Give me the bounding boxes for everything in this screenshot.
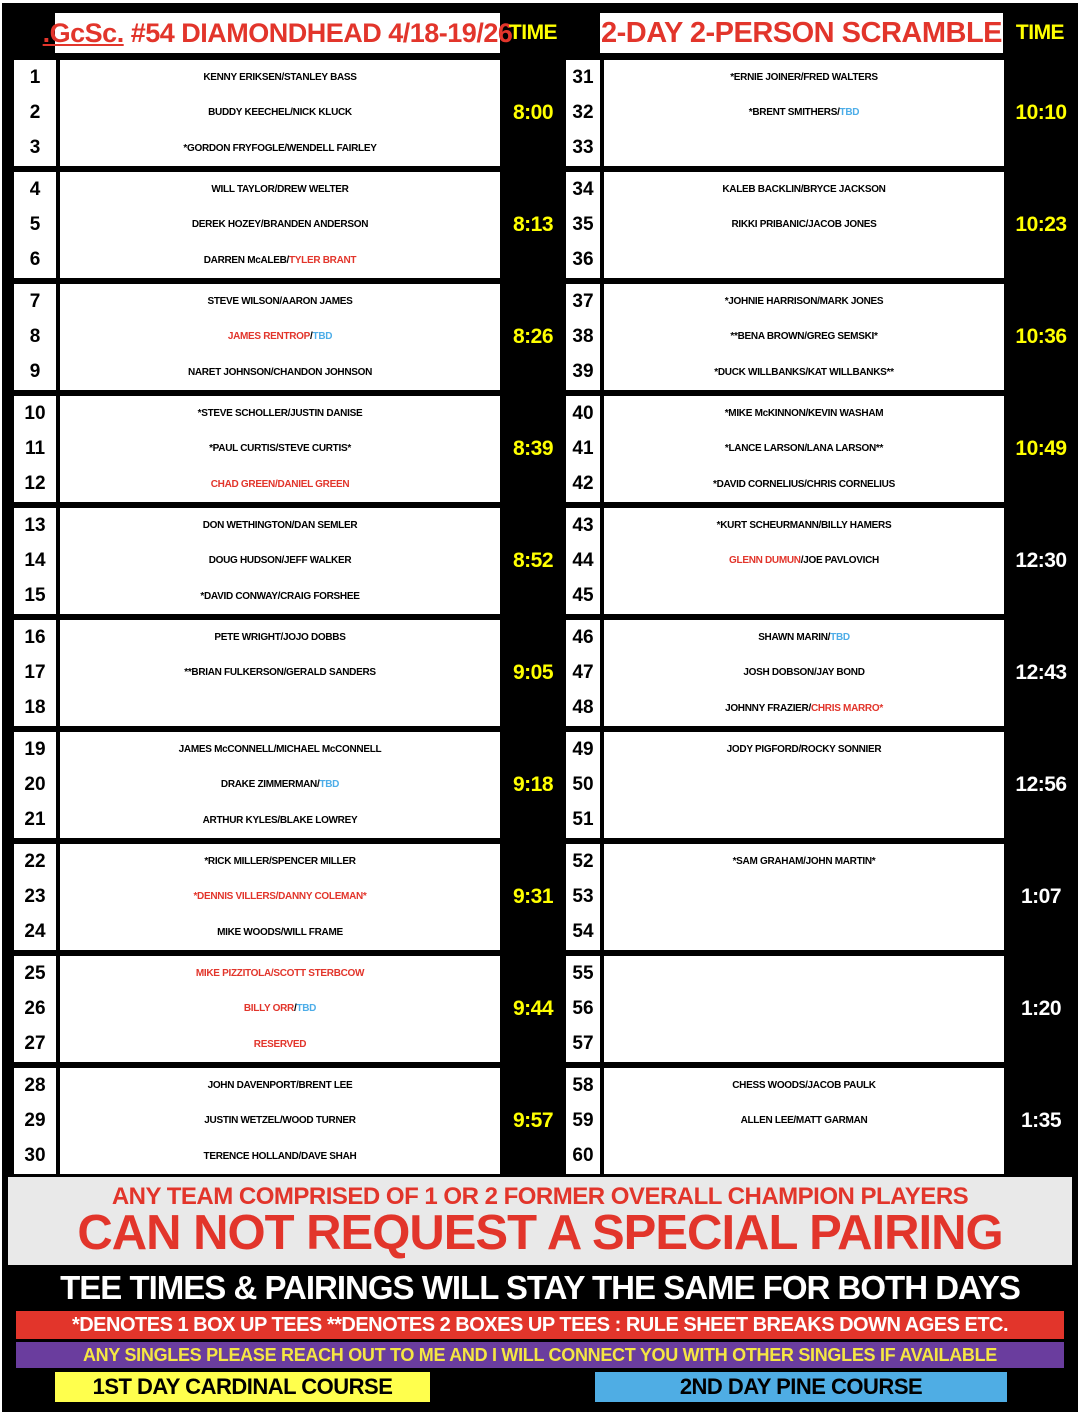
- right-team-cell: [604, 844, 1004, 950]
- slot-number: 13: [24, 514, 46, 536]
- right-slot-numbers: [566, 60, 600, 166]
- tee-time-value: 10:10: [1015, 101, 1067, 124]
- team-name-segment: BILLY ORR: [243, 1003, 294, 1015]
- team-name-segment: KALEB BACKLIN/BRYCE JACKSON: [722, 184, 886, 196]
- day1-course-label: 1ST DAY CARDINAL COURSE: [55, 1372, 430, 1402]
- right-team-cell: [604, 732, 1004, 838]
- team-name-segment: *LANCE LARSON/LANA LARSON**: [724, 443, 884, 455]
- team-row: [60, 844, 500, 879]
- team-name-segment: RESERVED: [253, 1038, 307, 1050]
- team-row: [604, 691, 1004, 726]
- slot-number: 14: [24, 549, 46, 571]
- slot-number: 1: [29, 66, 41, 88]
- team-row: [60, 60, 500, 95]
- team-name-segment: *PAUL CURTIS/STEVE CURTIS*: [209, 443, 351, 455]
- event-title-left: [42, 13, 513, 53]
- team-name-segment: *DAVID CONWAY/CRAIG FORSHEE: [200, 590, 360, 602]
- right-tee-time: [1004, 620, 1078, 726]
- team-name-segment: TBD: [319, 779, 340, 791]
- team-name-segment: PETE WRIGHT/JOJO DOBBS: [214, 632, 346, 644]
- tee-time-group: [2, 1068, 1078, 1180]
- team-row: [604, 431, 1004, 466]
- tee-time-value: 12:56: [1015, 773, 1067, 796]
- tee-time-group: [2, 844, 1078, 956]
- right-slot-numbers: [566, 284, 600, 390]
- tee-time-value: 9:57: [512, 1109, 554, 1132]
- team-row: [60, 691, 500, 726]
- right-tee-time: [1004, 172, 1078, 278]
- left-tee-time: [500, 732, 566, 838]
- team-row: [60, 131, 500, 166]
- slot-number: 47: [572, 661, 594, 683]
- slot-number: 8: [29, 325, 41, 347]
- team-row: [604, 1139, 1004, 1174]
- team-row: [604, 620, 1004, 655]
- slot-number: 18: [24, 697, 46, 719]
- team-row: [604, 956, 1004, 991]
- tee-time-value: 8:52: [512, 549, 554, 572]
- tee-time-group: [2, 732, 1078, 844]
- team-row: [604, 131, 1004, 166]
- team-row: [604, 1068, 1004, 1103]
- right-slot-numbers: [566, 620, 600, 726]
- slot-number: 60: [572, 1145, 594, 1167]
- left-tee-time: [500, 620, 566, 726]
- slot-number: 52: [572, 850, 594, 872]
- left-team-cell: [60, 732, 500, 838]
- team-name-segment: **BENA BROWN/GREG SEMSKI*: [730, 331, 878, 343]
- time-column-header-right: TIME: [1015, 21, 1065, 44]
- slot-number: 21: [24, 809, 46, 831]
- champion-notice-line1: ANY TEAM COMPRISED OF 1 OR 2 FORMER OVERALL CHAMPION PLAYERS: [111, 1182, 969, 1210]
- right-team-cell: [604, 1068, 1004, 1174]
- slot-number: 4: [29, 178, 41, 200]
- left-tee-time: [500, 956, 566, 1062]
- team-row: [604, 1027, 1004, 1062]
- team-row: [60, 467, 500, 502]
- team-row: [60, 1027, 500, 1062]
- slot-number: 15: [24, 585, 46, 607]
- left-slot-numbers: [14, 844, 56, 950]
- slot-number: 54: [572, 921, 594, 943]
- tee-time-group: [2, 284, 1078, 396]
- slot-number: 35: [572, 213, 594, 235]
- tee-time-value: 12:43: [1015, 661, 1067, 684]
- slot-number: 41: [572, 437, 594, 459]
- team-row: [604, 284, 1004, 319]
- tee-time-value: 9:31: [512, 885, 554, 908]
- slot-number: 7: [29, 290, 41, 312]
- team-row: [60, 1103, 500, 1138]
- team-name-segment: TBD: [312, 331, 333, 343]
- team-row: [604, 844, 1004, 879]
- team-row: [60, 956, 500, 991]
- slot-number: 16: [24, 626, 46, 648]
- slot-number: 27: [24, 1033, 46, 1055]
- tee-time-value: 10:49: [1015, 437, 1067, 460]
- slot-number: 40: [572, 402, 594, 424]
- team-row: [60, 243, 500, 278]
- team-name-segment: ARTHUR KYLES/BLAKE LOWREY: [202, 814, 358, 826]
- team-row: [60, 767, 500, 802]
- left-team-cell: [60, 620, 500, 726]
- slot-number: 2: [29, 101, 41, 123]
- team-name-segment: *DAVID CORNELIUS/CHRIS CORNELIUS: [713, 478, 895, 490]
- sheet-header: [2, 10, 1078, 56]
- left-team-cell: [60, 396, 500, 502]
- right-team-cell: [604, 620, 1004, 726]
- team-row: [60, 655, 500, 690]
- slot-number: 17: [24, 661, 46, 683]
- team-name-segment: TBD: [830, 632, 850, 644]
- team-name-segment: STEVE WILSON/AARON JAMES: [207, 296, 353, 308]
- tee-time-value: 8:39: [512, 437, 554, 460]
- right-team-cell: [604, 60, 1004, 166]
- tee-sheet-board: [2, 3, 1078, 1412]
- team-name-segment: DON WETHINGTON/DAN SEMLER: [202, 520, 358, 532]
- team-name-segment: *KURT SCHEURMANN/BILLY HAMERS: [716, 520, 892, 532]
- team-row: [60, 1139, 500, 1174]
- team-name-segment: CHAD GREEN/DANIEL GREEN: [210, 478, 350, 490]
- slot-number: 46: [572, 626, 594, 648]
- team-row: [604, 1103, 1004, 1138]
- event-title-prefix: .GcSc.: [42, 17, 124, 48]
- team-row: [60, 431, 500, 466]
- team-name-segment: DEREK HOZEY/BRANDEN ANDERSON: [191, 219, 369, 231]
- team-row: [604, 803, 1004, 838]
- team-row: [604, 543, 1004, 578]
- left-slot-numbers: [14, 172, 56, 278]
- team-row: [604, 396, 1004, 431]
- team-row: [60, 355, 500, 390]
- slot-number: 31: [572, 66, 594, 88]
- team-row: [604, 95, 1004, 130]
- slot-number: 26: [24, 997, 46, 1019]
- slot-number: 37: [572, 290, 594, 312]
- left-slot-numbers: [14, 284, 56, 390]
- left-team-cell: [60, 956, 500, 1062]
- slot-number: 36: [572, 249, 594, 271]
- team-row: [604, 172, 1004, 207]
- right-tee-time: [1004, 396, 1078, 502]
- team-row: [604, 508, 1004, 543]
- team-row: [604, 207, 1004, 242]
- team-row: [60, 319, 500, 354]
- event-format-label: 2-DAY 2-PERSON SCRAMBLE: [600, 16, 1003, 49]
- slot-number: 50: [572, 773, 594, 795]
- team-row: [60, 991, 500, 1026]
- event-title-rest: #54 DIAMONDHEAD 4/18-19/26: [123, 17, 513, 48]
- right-slot-numbers: [566, 956, 600, 1062]
- slot-number: 44: [572, 549, 594, 571]
- team-row: [60, 915, 500, 950]
- team-name-segment: JAMES RENTROP: [227, 331, 311, 343]
- slot-number: 48: [572, 697, 594, 719]
- tee-time-value: 1:07: [1020, 885, 1062, 908]
- right-team-cell: [604, 172, 1004, 278]
- team-row: [60, 879, 500, 914]
- slot-number: 58: [572, 1074, 594, 1096]
- slot-number: 11: [24, 437, 46, 459]
- left-tee-time: [500, 172, 566, 278]
- event-title-right: [600, 13, 1003, 53]
- slot-number: 33: [572, 137, 594, 159]
- right-tee-time: [1004, 508, 1078, 614]
- tee-time-group: [2, 508, 1078, 620]
- team-name-segment: /: [310, 331, 313, 343]
- team-name-segment: BUDDY KEECHEL/NICK KLUCK: [208, 107, 352, 119]
- team-row: [604, 732, 1004, 767]
- right-tee-time: [1004, 284, 1078, 390]
- slot-number: 53: [572, 885, 594, 907]
- time-column-header-left: TIME: [508, 21, 558, 44]
- team-name-segment: TERENCE HOLLAND/DAVE SHAH: [203, 1150, 357, 1162]
- team-name-segment: *STEVE SCHOLLER/JUSTIN DANISE: [197, 408, 363, 420]
- left-slot-numbers: [14, 396, 56, 502]
- tee-time-value: 8:13: [512, 213, 554, 236]
- slot-number: 3: [29, 137, 41, 159]
- team-row: [604, 991, 1004, 1026]
- team-name-segment: JOHN DAVENPORT/BRENT LEE: [207, 1080, 353, 1092]
- left-slot-numbers: [14, 732, 56, 838]
- team-name-segment: DRAKE ZIMMERMAN/: [220, 779, 320, 791]
- team-row: [604, 879, 1004, 914]
- team-row: [60, 543, 500, 578]
- left-tee-time: [500, 60, 566, 166]
- left-tee-time: [500, 508, 566, 614]
- left-tee-time: [500, 396, 566, 502]
- tee-time-value: 9:18: [512, 773, 554, 796]
- team-name-segment: *MIKE McKINNON/KEVIN WASHAM: [724, 408, 884, 420]
- team-row: [604, 319, 1004, 354]
- tee-time-value: 8:00: [512, 101, 554, 124]
- tee-times-same-note: TEE TIMES & PAIRINGS WILL STAY THE SAME FOR BOTH DAYS: [60, 1269, 1020, 1306]
- slot-number: 29: [24, 1109, 46, 1131]
- tee-time-value: 1:20: [1020, 997, 1062, 1020]
- team-name-segment: GLENN DUMUN: [729, 555, 801, 567]
- team-name-segment: *RICK MILLER/SPENCER MILLER: [204, 856, 356, 868]
- team-row: [604, 60, 1004, 95]
- slot-number: 42: [572, 473, 594, 495]
- team-name-segment: /: [293, 1003, 297, 1015]
- slot-number: 56: [572, 997, 594, 1019]
- team-row: [60, 172, 500, 207]
- slot-number: 19: [24, 738, 46, 760]
- team-name-segment: *ERNIE JOINER/FRED WALTERS: [730, 72, 878, 84]
- team-row: [60, 1068, 500, 1103]
- slot-number: 38: [572, 325, 594, 347]
- slot-number: 10: [24, 402, 46, 424]
- slot-number: 30: [24, 1145, 46, 1167]
- right-tee-time: [1004, 732, 1078, 838]
- slot-number: 39: [572, 361, 594, 383]
- tee-time-value: 9:44: [512, 997, 554, 1020]
- champion-notice-line2: CAN NOT REQUEST A SPECIAL PAIRING: [77, 1206, 1003, 1261]
- team-row: [60, 579, 500, 614]
- team-name-segment: SHAWN MARIN/: [758, 632, 831, 644]
- tee-time-value: 9:05: [512, 661, 554, 684]
- team-row: [604, 579, 1004, 614]
- team-name-segment: JOHNNY FRAZIER/: [725, 702, 811, 714]
- slot-number: 43: [572, 514, 594, 536]
- tee-time-value: 10:36: [1015, 325, 1067, 348]
- left-team-cell: [60, 284, 500, 390]
- left-tee-time: [500, 1068, 566, 1174]
- right-slot-numbers: [566, 508, 600, 614]
- champion-pairing-notice: [8, 1177, 1072, 1265]
- team-row: [60, 732, 500, 767]
- slot-number: 45: [572, 585, 594, 607]
- tee-time-group: [2, 396, 1078, 508]
- tee-time-group: [2, 620, 1078, 732]
- right-slot-numbers: [566, 1068, 600, 1174]
- team-row: [604, 655, 1004, 690]
- left-tee-time: [500, 284, 566, 390]
- slot-number: 24: [24, 921, 46, 943]
- slot-number: 51: [572, 809, 594, 831]
- left-tee-time: [500, 844, 566, 950]
- day2-course-label: 2ND DAY PINE COURSE: [595, 1372, 1007, 1402]
- team-row: [60, 508, 500, 543]
- team-name-segment: TBD: [296, 1003, 317, 1015]
- left-slot-numbers: [14, 620, 56, 726]
- right-tee-time: [1004, 60, 1078, 166]
- team-name-segment: /JOE PAVLOVICH: [800, 555, 879, 567]
- left-slot-numbers: [14, 1068, 56, 1174]
- slot-number: 12: [24, 473, 46, 495]
- left-slot-numbers: [14, 60, 56, 166]
- singles-note: ANY SINGLES PLEASE REACH OUT TO ME AND I WILL CONNECT YOU WITH OTHER SINGLES IF AVAILABLE: [16, 1342, 1064, 1368]
- slot-number: 49: [572, 738, 594, 760]
- right-tee-time: [1004, 956, 1078, 1062]
- team-name-segment: DARREN McALEB/: [203, 254, 289, 266]
- tee-time-group: [2, 956, 1078, 1068]
- slot-number: 32: [572, 101, 594, 123]
- slot-number: 34: [572, 178, 594, 200]
- slot-number: 5: [29, 213, 41, 235]
- team-name-segment: *DUCK WILLBANKS/KAT WILLBANKS**: [714, 366, 894, 378]
- slot-number: 28: [24, 1074, 46, 1096]
- right-team-cell: [604, 508, 1004, 614]
- slot-number: 59: [572, 1109, 594, 1131]
- slot-number: 22: [24, 850, 46, 872]
- right-tee-time: [1004, 1068, 1078, 1174]
- team-name-segment: RIKKI PRIBANIC/JACOB JONES: [731, 219, 877, 231]
- right-tee-time: [1004, 844, 1078, 950]
- tee-time-group: [2, 172, 1078, 284]
- team-name-segment: MIKE PIZZITOLA/SCOTT STERBCOW: [195, 968, 365, 980]
- tee-time-value: 10:23: [1015, 213, 1067, 236]
- team-row: [60, 95, 500, 130]
- team-name-segment: JODY PIGFORD/ROCKY SONNIER: [726, 744, 882, 756]
- team-name-segment: WILL TAYLOR/DREW WELTER: [211, 184, 349, 196]
- left-slot-numbers: [14, 508, 56, 614]
- denotes-legend: *DENOTES 1 BOX UP TEES **DENOTES 2 BOXES UP TEES : RULE SHEET BREAKS DOWN AGES ETC.: [16, 1311, 1064, 1339]
- slot-number: 57: [572, 1033, 594, 1055]
- team-row: [60, 207, 500, 242]
- team-row: [60, 620, 500, 655]
- team-name-segment: DOUG HUDSON/JEFF WALKER: [208, 555, 352, 567]
- left-team-cell: [60, 1068, 500, 1174]
- slot-number: 9: [29, 361, 41, 383]
- team-name-segment: *DENNIS VILLERS/DANNY COLEMAN*: [193, 891, 367, 903]
- team-name-segment: *JOHNIE HARRISON/MARK JONES: [724, 296, 884, 308]
- team-row: [604, 355, 1004, 390]
- slot-number: 23: [24, 885, 46, 907]
- team-row: [60, 284, 500, 319]
- slot-number: 6: [29, 249, 41, 271]
- left-team-cell: [60, 172, 500, 278]
- slot-number: 25: [24, 962, 46, 984]
- team-name-segment: JAMES McCONNELL/MICHAEL McCONNELL: [178, 744, 382, 756]
- tee-time-value: 12:30: [1015, 549, 1067, 572]
- right-team-cell: [604, 956, 1004, 1062]
- team-row: [604, 767, 1004, 802]
- right-slot-numbers: [566, 396, 600, 502]
- slot-number: 55: [572, 962, 594, 984]
- team-name-segment: *GORDON FRYFOGLE/WENDELL FAIRLEY: [183, 142, 377, 154]
- team-name-segment: NARET JOHNSON/CHANDON JOHNSON: [187, 366, 373, 378]
- team-name-segment: CHRIS MARRO*: [810, 702, 883, 714]
- team-name-segment: CHESS WOODS/JACOB PAULK: [732, 1080, 876, 1092]
- left-team-cell: [60, 60, 500, 166]
- team-name-segment: **BRIAN FULKERSON/GERALD SANDERS: [184, 667, 376, 679]
- tee-time-group: [2, 60, 1078, 172]
- right-team-cell: [604, 396, 1004, 502]
- team-name-segment: *SAM GRAHAM/JOHN MARTIN*: [732, 856, 876, 868]
- pairings-table: [2, 60, 1078, 1180]
- team-row: [60, 396, 500, 431]
- tee-time-value: 8:26: [512, 325, 554, 348]
- team-row: [604, 915, 1004, 950]
- left-team-cell: [60, 508, 500, 614]
- team-row: [604, 467, 1004, 502]
- team-name-segment: TYLER BRANT: [288, 254, 357, 266]
- team-name-segment: TBD: [839, 107, 860, 119]
- right-team-cell: [604, 284, 1004, 390]
- left-team-cell: [60, 844, 500, 950]
- team-row: [60, 803, 500, 838]
- team-name-segment: JOSH DOBSON/JAY BOND: [743, 667, 865, 679]
- right-slot-numbers: [566, 844, 600, 950]
- left-slot-numbers: [14, 956, 56, 1062]
- team-name-segment: KENNY ERIKSEN/STANLEY BASS: [203, 72, 357, 84]
- team-name-segment: ALLEN LEE/MATT GARMAN: [740, 1115, 868, 1127]
- team-row: [604, 243, 1004, 278]
- tee-time-value: 1:35: [1020, 1109, 1062, 1132]
- team-name-segment: JUSTIN WETZEL/WOOD TURNER: [204, 1115, 356, 1127]
- slot-number: 20: [24, 773, 46, 795]
- team-name-segment: MIKE WOODS/WILL FRAME: [217, 926, 343, 938]
- right-slot-numbers: [566, 732, 600, 838]
- right-slot-numbers: [566, 172, 600, 278]
- team-name-segment: *BRENT SMITHERS/: [748, 107, 840, 119]
